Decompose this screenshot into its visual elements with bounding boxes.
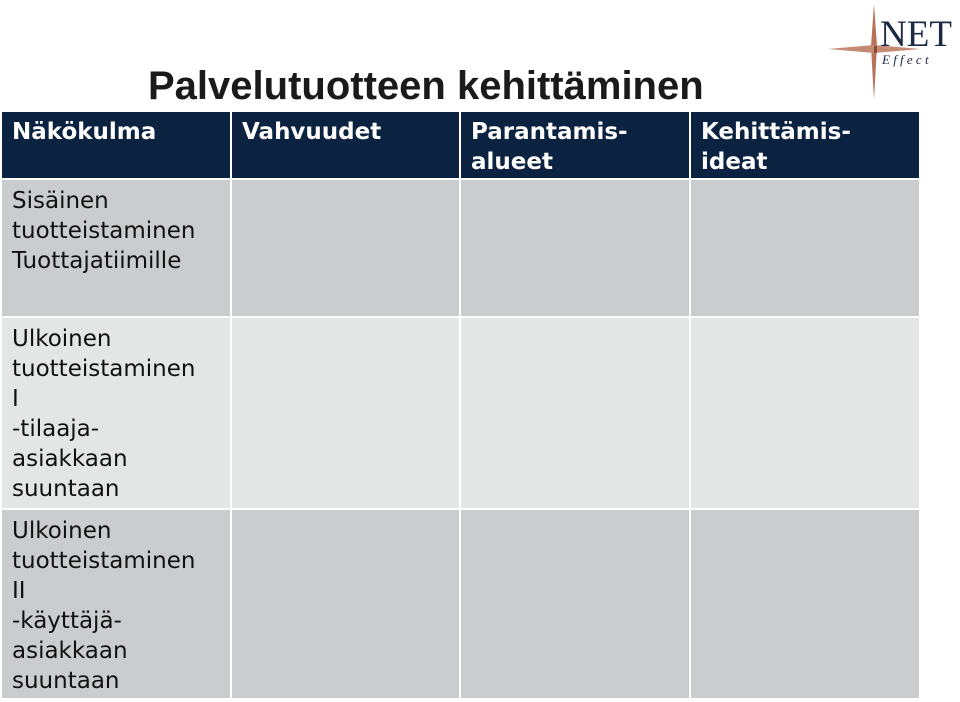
row-label-ulkoinen-i: Ulkoinen tuotteistaminen I -tilaaja- asiakkaan suuntaan	[1, 317, 231, 509]
table-cell	[460, 509, 690, 699]
row-label-ulkoinen-ii: Ulkoinen tuotteistaminen II -käyttäjä- asiakkaan suuntaan	[1, 509, 231, 699]
table-cell	[690, 509, 920, 699]
page-title: Palvelutuotteen kehittäminen	[148, 64, 704, 108]
header-nakokulma: Näkökulma	[1, 111, 231, 179]
header-vahvuudet: Vahvuudet	[231, 111, 460, 179]
table-cell	[690, 317, 920, 509]
table-row	[1, 317, 920, 509]
table-header-row	[1, 111, 920, 179]
compass-star-icon	[826, 2, 960, 102]
table-row	[1, 179, 920, 317]
row-label-sisainen: Sisäinen tuotteistaminen Tuottajatiimille	[1, 179, 231, 317]
net-effect-logo	[826, 2, 960, 102]
table-cell	[460, 317, 690, 509]
header-kehittamisideat: Kehittämis- ideat	[690, 111, 920, 179]
product-development-table	[0, 110, 921, 700]
table-cell	[231, 509, 460, 699]
table-cell	[690, 179, 920, 317]
logo-subtext: E f f e c t	[882, 52, 929, 67]
table-cell	[231, 179, 460, 317]
table-row	[1, 509, 920, 699]
table-cell	[231, 317, 460, 509]
header-parantamisalueet: Parantamis- alueet	[460, 111, 690, 179]
logo-text: NET	[880, 14, 952, 55]
table-cell	[460, 179, 690, 317]
